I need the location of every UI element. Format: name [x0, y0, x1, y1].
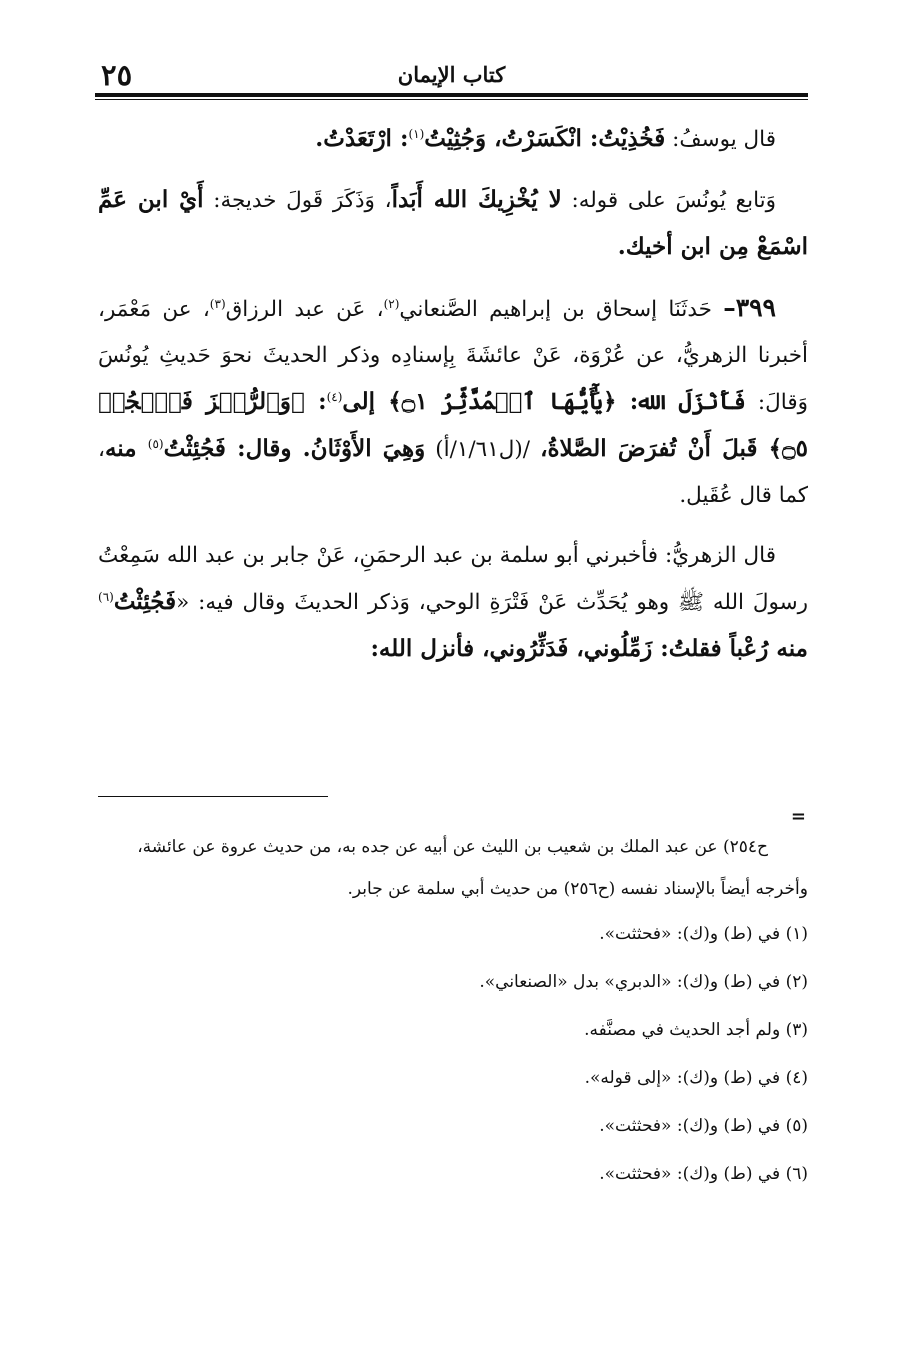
- footnote-continued: ح٢٥٤) عن عبد الملك بن شعيب بن الليث عن أبيه عن جده به، من حديث عروة عن عائشة، وأخرجه أيضاً بالإسناد نفسه (ح٢٥٦) من حديث أبي سلمة عن جابر.: [137, 837, 808, 899]
- paragraph-4: [98, 533, 808, 673]
- bold-definition: : ارْتَعَدْتُ.: [315, 125, 409, 152]
- bold-definition: فَخُذِيْتُ: انْكَسَرْتُ، وَجُثِيْتُ: [424, 125, 666, 152]
- bold-quote: فَأَنْزَلَ الله: ﴿يَٰٓأَيُّهَا ٱلۡمُدَّثِّرُ ۝١﴾ إلى: [342, 388, 746, 415]
- footnote-ref: (٢): [383, 296, 400, 311]
- footnote-3: (٣) ولم أجد الحديث في مصنَّفه.: [584, 1020, 808, 1040]
- footnote-ref: (٥): [147, 436, 164, 451]
- text-span: وَتابع يُونُسَ على قوله:: [561, 188, 777, 213]
- bold-quote: منه: [104, 435, 148, 462]
- footnote-6: (٦) في (ط) و(ك): «فحثثت».: [599, 1164, 808, 1184]
- text-span: حَدثَنَا إسحاق بن إبراهيم الصَّنعاني: [399, 297, 724, 322]
- continuation-mark: =: [790, 806, 806, 827]
- footnote-ref: (٤): [326, 389, 343, 404]
- header-rule: [95, 93, 808, 97]
- text-span: ، كما قال عُقَيل.: [98, 437, 808, 508]
- page-header: [95, 58, 808, 92]
- text-span: قال يوسفُ:: [665, 127, 776, 152]
- text-span: ، وَذَكَرَ قَولَ خديجة:: [203, 188, 392, 213]
- footnotes: [98, 826, 808, 1198]
- bold-quote: فَجُئِثْتُ: [113, 588, 177, 615]
- bold-quote: أَيْ ابن عَمِّ اسْمَعْ مِن ابن أخيك.: [98, 186, 808, 260]
- header-rule-thin: [95, 99, 808, 100]
- footnote-ref: (٣): [209, 296, 226, 311]
- page-number: ٢٥: [101, 58, 133, 92]
- text-span: ، عَن عبد الرزاق: [225, 297, 384, 322]
- hadith-399: [98, 285, 808, 519]
- text-span: ، عن مَعْمَر، أخبرنا الزهريُّ، عن عُرْوَة، عَنْ عائشَةَ بِإسنادِه وذكر الحديثَ نحوَ حَديثِ يُونُسَ وَقالَ:: [98, 297, 808, 415]
- bold-quote: : ﴿وَٱلرُّجۡزَ فَٱهۡجُرۡ ۝٥﴾ قَبلَ أَنْ تُفرَضَ الصَّلاةُ،: [98, 388, 808, 462]
- text-span: قال الزهريُّ: فأخبرني أبو سلمة بن عبد الرحمَنِ، عَنْ جابر بن عبد الله سَمِعْتُ رسولَ الله ﷺ وهو يُحَدِّث عَنْ فَتْرَةِ الوحي، وَذكر الحديثَ وقال فيه: «: [98, 543, 808, 615]
- footnote-ref: (١): [408, 126, 425, 141]
- running-title: كتاب الإيمان: [397, 62, 506, 87]
- footnote-1: (١) في (ط) و(ك): «فحثثت».: [599, 924, 808, 944]
- footnote-separator: [98, 796, 328, 797]
- manuscript-ref: /(ل١/٦١/أ): [425, 437, 541, 462]
- paragraph-2: [98, 177, 808, 271]
- footnote-5: (٥) في (ط) و(ك): «فحثثت».: [599, 1116, 808, 1136]
- bold-quote: وَهِيَ الأَوْثَانُ. وقال: فَجُئِثْتُ: [163, 435, 426, 462]
- footnote-4: (٤) في (ط) و(ك): «إلى قوله».: [584, 1068, 808, 1088]
- paragraph-1: [98, 116, 808, 163]
- bold-quote: منه رُعْباً فقلتُ: زَمِّلُوني، فَدَثِّرُوني، فأنزل الله:: [370, 635, 808, 662]
- main-text: [98, 116, 808, 687]
- footnote-2: (٢) في (ط) و(ك): «الدبري» بدل «الصنعاني».: [479, 972, 808, 992]
- hadith-number: ٣٩٩–: [723, 293, 776, 322]
- footnote-ref: (٦): [98, 589, 114, 604]
- bold-quote: لا يُخْزِيكَ الله أَبَداً: [391, 186, 562, 213]
